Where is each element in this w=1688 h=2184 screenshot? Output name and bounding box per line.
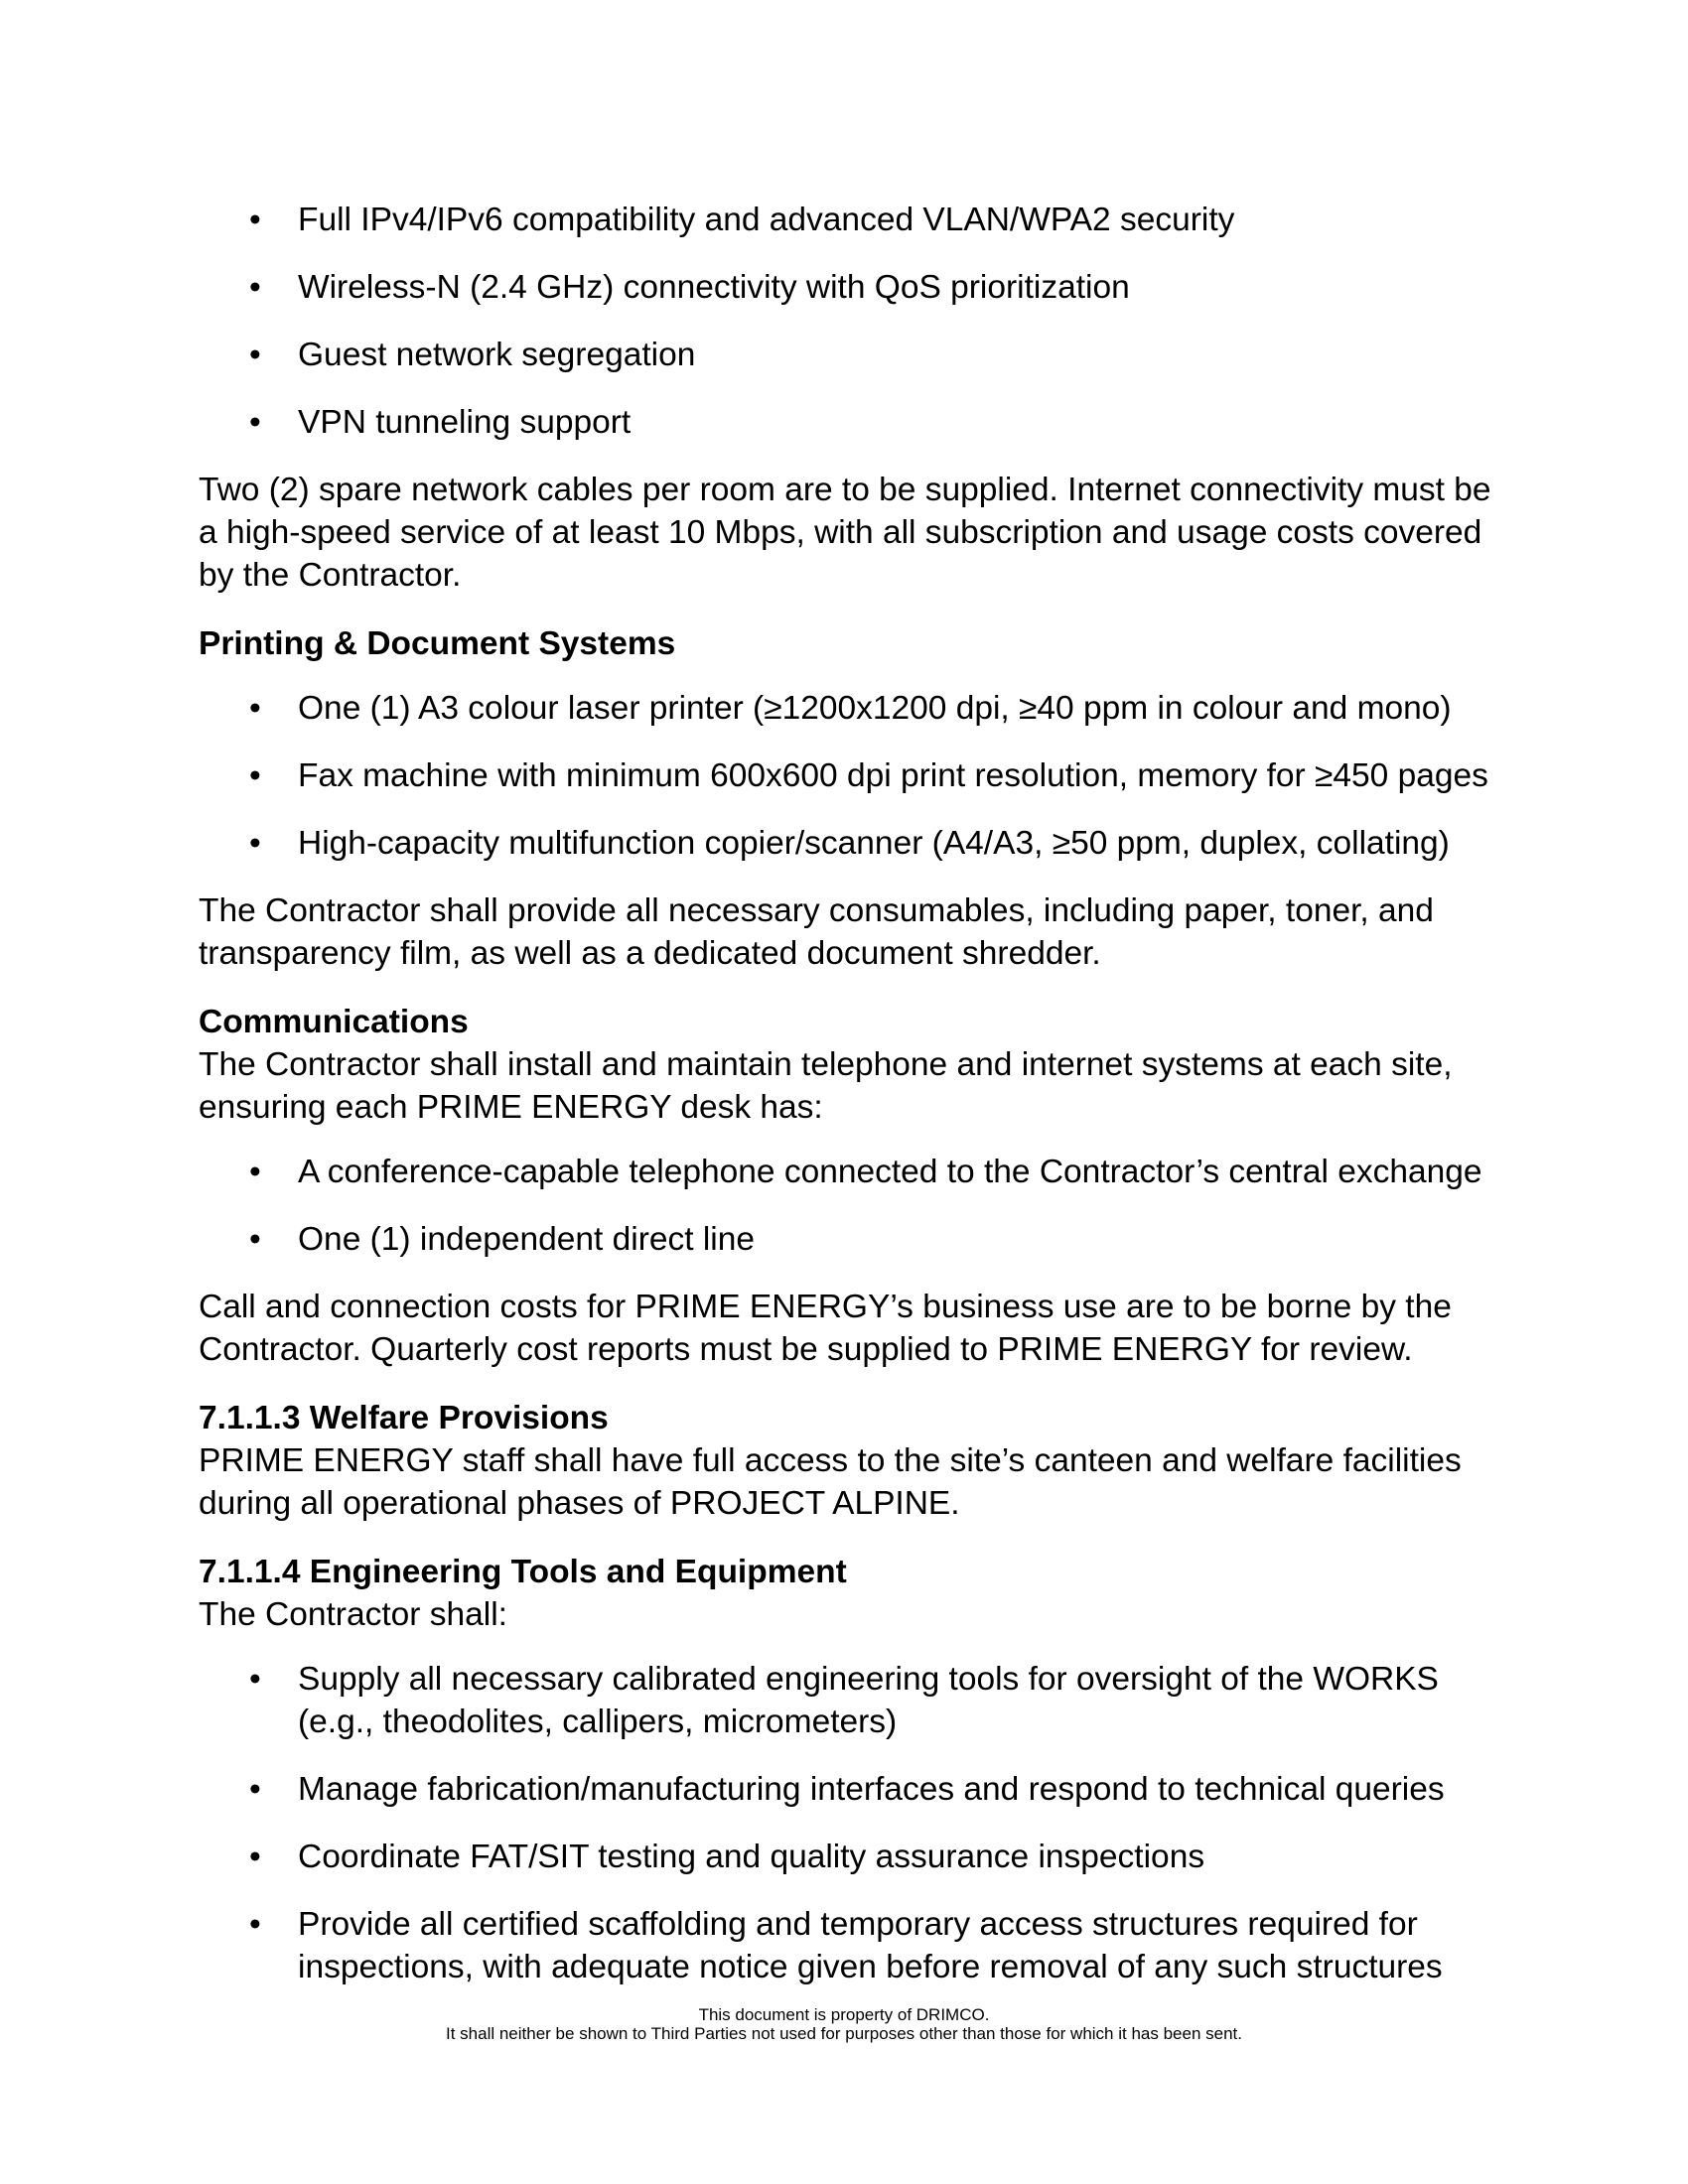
heading-printing-document-systems: Printing & Document Systems bbox=[199, 625, 676, 662]
list-item: • Fax machine with minimum 600x600 dpi print resolution, memory for ≥450 pages bbox=[199, 754, 1499, 797]
list-item: • Provide all certified scaffolding and temporary access structures required for inspections, with adequate notice given before removal of any such structures bbox=[199, 1903, 1499, 1988]
list-item: • One (1) independent direct line bbox=[199, 1218, 1499, 1261]
list-item: • A conference-capable telephone connected to the Contractor’s central exchange bbox=[199, 1151, 1499, 1193]
heading-communications: Communications bbox=[199, 1004, 469, 1040]
footer-line: This document is property of DRIMCO. bbox=[698, 2005, 990, 2024]
bullet-list-network-features bbox=[199, 199, 1499, 444]
paragraph-communications-intro: The Contractor shall install and maintain telephone and internet systems at each site, ensuring each PRIME ENERGY desk has: bbox=[199, 1046, 1453, 1126]
paragraph-contractor-shall: The Contractor shall: bbox=[199, 1596, 507, 1633]
bullet-list-engineering-obligations bbox=[199, 1658, 1499, 1988]
paragraph-consumables: The Contractor shall provide all necessary consumables, including paper, toner, and transparency film, as well as a dedicated document shredder. bbox=[199, 892, 1434, 972]
list-item: • Coordinate FAT/SIT testing and quality assurance inspections bbox=[199, 1836, 1499, 1878]
heading-engineering-tools: 7.1.1.4 Engineering Tools and Equipment bbox=[199, 1554, 847, 1590]
paragraph-call-costs: Call and connection costs for PRIME ENERGY’s business use are to be borne by the Contractor. Quarterly cost reports must be supplied to PRIME ENERGY for review. bbox=[199, 1289, 1452, 1368]
footer bbox=[0, 2005, 1688, 2043]
bullet-list-telephone bbox=[199, 1151, 1499, 1261]
list-item: • High-capacity multifunction copier/scanner (A4/A3, ≥50 ppm, duplex, collating) bbox=[199, 822, 1499, 865]
bullet-list-printing-equipment bbox=[199, 687, 1499, 865]
list-item: • Full IPv4/IPv6 compatibility and advanced VLAN/WPA2 security bbox=[199, 199, 1499, 241]
list-item: • Supply all necessary calibrated engineering tools for oversight of the WORKS (e.g., theodolites, callipers, micrometers) bbox=[199, 1658, 1499, 1743]
paragraph-welfare: PRIME ENERGY staff shall have full access to the site’s canteen and welfare facilities during all operational phases of PROJECT ALPINE. bbox=[199, 1442, 1462, 1522]
heading-welfare-provisions: 7.1.1.3 Welfare Provisions bbox=[199, 1400, 609, 1436]
paragraph-network-cables: Two (2) spare network cables per room are to be supplied. Internet connectivity must be a high-speed service of at least 10 Mbps, with all subscription and usage costs covered by the Contractor. bbox=[199, 472, 1491, 594]
list-item: • VPN tunneling support bbox=[199, 401, 1499, 444]
list-item: • Wireless-N (2.4 GHz) connectivity with QoS prioritization bbox=[199, 266, 1499, 309]
document-body bbox=[199, 0, 1499, 2013]
footer-line: It shall neither be shown to Third Parties not used for purposes other than those for which it has been sent. bbox=[446, 2024, 1242, 2043]
list-item: • Guest network segregation bbox=[199, 334, 1499, 376]
list-item: • One (1) A3 colour laser printer (≥1200x1200 dpi, ≥40 ppm in colour and mono) bbox=[199, 687, 1499, 730]
list-item: • Manage fabrication/manufacturing interfaces and respond to technical queries bbox=[199, 1768, 1499, 1811]
